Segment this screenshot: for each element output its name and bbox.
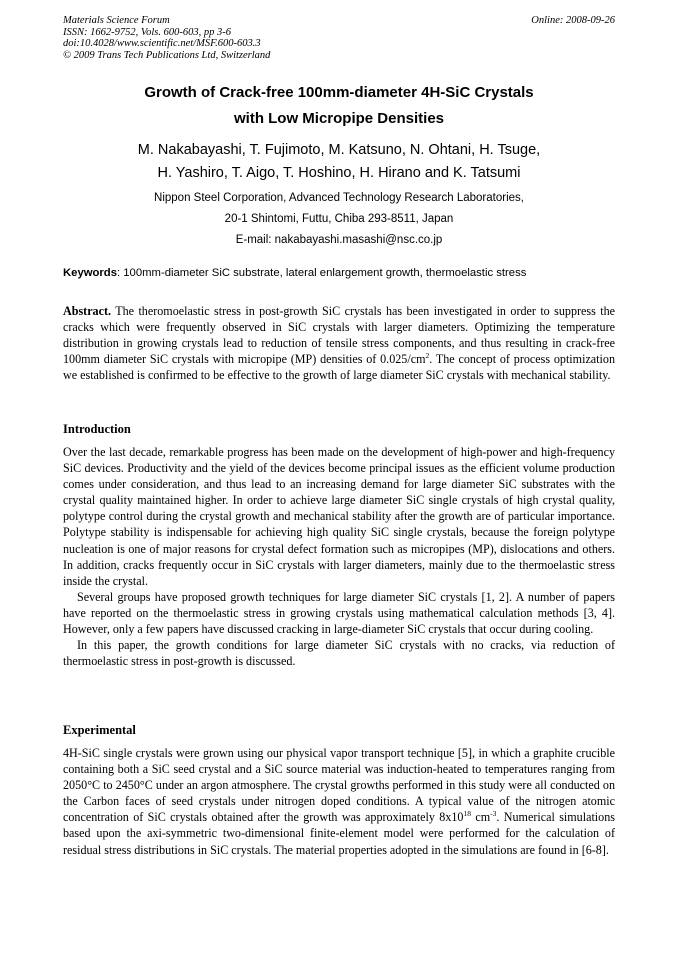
journal-doi: doi:10.4028/www.scientific.net/MSF.600-603.3 <box>63 38 261 49</box>
abstract <box>63 303 615 383</box>
abstract-text-b: . The concept of process optimization we established is confirmed to be effective to the growth of large diameter SiC crystals with mechanical stability. <box>63 352 615 383</box>
affiliation-line-1: Nippon Steel Corporation, Advanced Technology Research Laboratories, <box>154 192 524 204</box>
title-line-1: Growth of Crack-free 100mm-diameter 4H-SiC Crystals <box>144 84 534 101</box>
experimental-heading: Experimental <box>63 723 136 737</box>
abstract-label: Abstract. <box>63 304 112 318</box>
abstract-superscript: 2 <box>425 351 430 361</box>
abstract-text-a: The theromoelastic stress in post-growth SiC crystals has been investigated in order to suppress the cracks which were frequently observed in SiC crystals with larger diameters. Optimizing the temperature distribution in growing crystals lead to reduction of tensile stress components, and thus resulting in crack-free 100mm diameter SiC crystals with micropipe (MP) densities of 0.025/cm <box>63 304 615 367</box>
exponent-18: 18 <box>463 809 471 819</box>
experimental-text-a: 4H-SiC single crystals were grown using our physical vapor transport technique [5], in which a graphite crucible containing both a SiC seed crystal and a SiC source material was induction-heated to temperatures ranging from 2050°C to 2450°C under an argon atmosphere. The crystal growths performed in this study were all conducted on the Carbon faces of seed crystals under nitrogen doped conditions. A typical value of the nitrogen atomic concentration of SiC crystals obtained after the growth was approximately 8x10 <box>63 746 615 825</box>
title-line-2: with Low Micropipe Densities <box>233 110 445 127</box>
affiliation <box>0 188 678 251</box>
authors-line-2: H. Yashiro, T. Aigo, T. Hoshino, H. Hirano and K. Tatsumi <box>157 165 521 181</box>
intro-paragraph-3: In this paper, the growth conditions for large diameter SiC crystals with no cracks, via reduction of thermoelastic stress in post-growth is discussed. <box>63 638 615 669</box>
affiliation-line-2: 20-1 Shintomi, Futtu, Chiba 293-8511, Japan <box>224 213 454 225</box>
keywords-text: : 100mm-diameter SiC substrate, lateral enlargement growth, thermoelastic stress <box>117 267 527 279</box>
journal-issn: ISSN: 1662-9752, Vols. 600-603, pp 3-6 <box>63 26 231 38</box>
introduction-body <box>63 444 615 669</box>
journal-name: Materials Science Forum <box>63 15 170 26</box>
experimental-text-c: . Numerical simulations based upon the axi-symmetric two-dimensional finite-element model were performed for the calculation of residual stress distributions in SiC crystals. The material properties adopted in the simulations are found in [6-8]. <box>63 810 615 857</box>
keywords-label: Keywords <box>63 267 117 279</box>
paper-title <box>0 80 678 132</box>
experimental-text-b: cm <box>470 810 491 825</box>
authors-line-1: M. Nakabayashi, T. Fujimoto, M. Katsuno, N. Ohtani, H. Tsuge, <box>137 142 541 158</box>
author-email: E-mail: nakabayashi.masashi@nsc.co.jp <box>235 234 443 246</box>
experimental-body <box>63 745 615 858</box>
intro-paragraph-2: Several groups have proposed growth techniques for large diameter SiC crystals [1, 2]. A number of papers have reported on the thermoelastic stress in growing crystals using mathematical calculation methods [3, 4]. However, only a few papers have discussed cracking in large-diameter SiC crystals that occur during cooling. <box>63 589 615 637</box>
keywords <box>63 266 623 281</box>
author-list <box>0 139 678 185</box>
journal-header <box>63 15 270 61</box>
introduction-heading: Introduction <box>63 422 131 436</box>
exponent-minus-3: -3 <box>490 809 497 819</box>
online-date: Online: 2008-09-26 <box>531 15 615 26</box>
journal-copyright: © 2009 Trans Tech Publications Ltd, Switzerland <box>63 49 271 61</box>
intro-paragraph-1: Over the last decade, remarkable progress has been made on the development of high-power and high-frequency SiC devices. Productivity and the yield of the devices become principal issues as the efficient volume production comes under consideration, and thus lead to an increasing demand for large diameter SiC substrates with the crystal quality maintained higher. In order to achieve large diameter SiC single crystals of high crystal quality, polytype control during the crystal growth and mechanical stability after the growth are of particular importance. Polytype stability is indispensable for achieving high quality SiC single crystals, because the foreign polytype nucleation is one of major reasons for crystal defect formation such as micropipes (MP), dislocations and others. In addition, cracks frequently occur in SiC crystals with larger diameters, mainly due to the thermoelastic stress inside the crystal. <box>63 445 615 588</box>
